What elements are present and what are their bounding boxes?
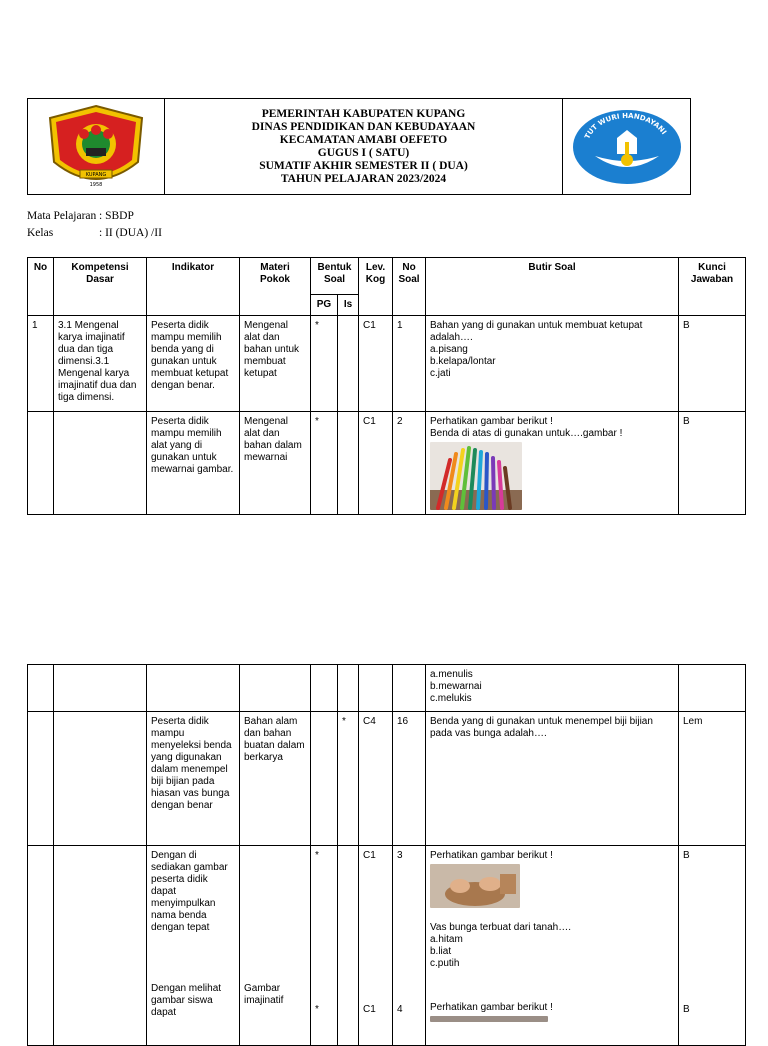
header-line-6: TAHUN PELAJARAN 2023/2024 xyxy=(280,172,447,185)
pg-b: * xyxy=(315,1004,319,1015)
header-box xyxy=(27,98,691,195)
materi-b: Gambar imajinatif xyxy=(244,983,284,1006)
nosoal-a: 3 xyxy=(397,850,403,861)
cell-nosoal: 2 xyxy=(393,412,426,515)
subject-line xyxy=(27,210,134,222)
header-lev-kog: Lev. Kog xyxy=(359,258,393,316)
cell-butir xyxy=(426,412,679,515)
cell-pg xyxy=(311,712,338,846)
cell-is: * xyxy=(338,712,359,846)
header-butir-soal: Butir Soal xyxy=(426,258,679,316)
header-materi-pokok: Materi Pokok xyxy=(240,258,311,316)
subject-value: : SBDP xyxy=(99,210,134,222)
header-kunci-jawaban: Kunci Jawaban xyxy=(679,258,746,316)
table-row xyxy=(28,316,746,412)
cell-materi: Bahan alam dan bahan buatan dalam berkarya xyxy=(240,712,311,846)
option-list xyxy=(430,344,674,380)
lev-b: C1 xyxy=(363,1004,376,1015)
cell-lev xyxy=(359,846,393,1046)
cell-is xyxy=(338,316,359,412)
cell-butir: Benda yang di gunakan untuk menempel biji bijian pada vas bunga adalah…. xyxy=(426,712,679,846)
header-bentuk-soal: Bentuk Soal xyxy=(311,258,359,295)
cell-kunci: B xyxy=(679,412,746,515)
pg-a: * xyxy=(315,850,319,861)
cell-indikator: Peserta didik mampu memilih alat yang di gunakan untuk mewarnai gambar. xyxy=(147,412,240,515)
cell-lev: C1 xyxy=(359,316,393,412)
cell-indikator xyxy=(147,846,240,1046)
table-row xyxy=(28,846,746,1046)
butir-a-2: Vas bunga terbuat dari tanah…. xyxy=(430,922,572,933)
class-label: Kelas xyxy=(27,227,54,239)
table-row xyxy=(28,412,746,515)
option-list xyxy=(430,934,674,970)
cell-nosoal: 1 xyxy=(393,316,426,412)
right-logo-text: TUT WURI HANDAYANI xyxy=(582,111,668,140)
kunci-b: B xyxy=(683,1004,690,1015)
option-a: a.pisang xyxy=(430,344,468,355)
cell-butir xyxy=(426,316,679,412)
cell-materi xyxy=(240,846,311,1046)
option-list xyxy=(426,665,679,712)
cell-pg: * xyxy=(311,316,338,412)
butir-a-1: Perhatikan gambar berikut ! xyxy=(430,850,553,861)
pottery-image-2 xyxy=(430,1016,548,1022)
cell-kd: 3.1 Mengenal karya imajinatif dua dan tiga dimensi.3.1 Mengenal karya imajinatif dua dan tiga dimensi. xyxy=(54,316,147,412)
cell-indikator: Peserta didik mampu menyeleksi benda yang digunakan dalam menempel biji bijian pada hiasan vas bunga dengan benar xyxy=(147,712,240,846)
cell-butir xyxy=(426,846,679,1046)
cell-nosoal xyxy=(393,846,426,1046)
header-line-2: DINAS PENDIDIKAN DAN KEBUDAYAAN xyxy=(251,120,476,133)
left-logo-cell xyxy=(28,99,165,194)
cell-is xyxy=(338,412,359,515)
cell-kunci: Lem xyxy=(679,712,746,846)
butir-text-1: Perhatikan gambar berikut ! xyxy=(430,416,553,427)
class-line xyxy=(27,227,162,239)
header-indikator: Indikator xyxy=(147,258,240,316)
option-c: c.putih xyxy=(430,958,460,969)
butir-b-1: Perhatikan gambar berikut ! xyxy=(430,1002,553,1013)
cell-lev: C4 xyxy=(359,712,393,846)
cell-materi: Mengenal alat dan bahan dalam mewarnai xyxy=(240,412,311,515)
header-line-1: PEMERINTAH KABUPATEN KUPANG xyxy=(261,107,466,120)
option-a: a.hitam xyxy=(430,934,463,945)
header-pg: PG xyxy=(311,295,338,316)
class-value: : II (DUA) /II xyxy=(99,227,162,239)
nosoal-b: 4 xyxy=(397,1004,403,1015)
option-b: b.mewarnai xyxy=(430,681,482,692)
left-logo-year: 1958 xyxy=(89,181,103,188)
indikator-b: Dengan melihat gambar siswa dapat xyxy=(151,983,222,1018)
butir-text-2: Benda di atas di gunakan untuk….gambar ! xyxy=(430,428,623,439)
question-grid-table-1 xyxy=(27,257,746,515)
header-line-5: SUMATIF AKHIR SEMESTER II ( DUA) xyxy=(259,159,468,172)
colored-pencils-image xyxy=(430,442,522,510)
left-logo-text: KUPANG xyxy=(85,171,107,178)
header-no-soal: No Soal xyxy=(393,258,426,316)
kupang-regency-logo-icon xyxy=(44,104,148,190)
cell-no xyxy=(28,412,54,515)
clay-pottery-image xyxy=(430,864,520,908)
kunci-a: B xyxy=(683,850,690,861)
cell-kunci: B xyxy=(679,316,746,412)
indikator-a: Dengan di sediakan gambar peserta didik dapat menyimpulkan nama benda dengan tepat xyxy=(151,850,228,933)
option-a: a.menulis xyxy=(430,669,473,680)
header-line-4: GUGUS I ( SATU) xyxy=(317,146,410,159)
cell-no: 1 xyxy=(28,316,54,412)
lev-a: C1 xyxy=(363,850,376,861)
cell-indikator: Peserta didik mampu memilih benda yang di gunakan untuk membuat ketupat dengan benar. xyxy=(147,316,240,412)
cell-nosoal: 16 xyxy=(393,712,426,846)
cell-kunci xyxy=(679,846,746,1046)
option-c: c.jati xyxy=(430,368,451,379)
option-c: c.melukis xyxy=(430,693,472,704)
header-kompetensi-dasar: Kompetensi Dasar xyxy=(54,258,147,316)
cell-kd xyxy=(54,412,147,515)
cell-lev: C1 xyxy=(359,412,393,515)
option-b: b.liat xyxy=(430,946,452,957)
subject-label: Mata Pelajaran xyxy=(27,210,97,222)
right-logo-cell xyxy=(562,99,690,194)
question-grid-table-2 xyxy=(27,664,746,1046)
tut-wuri-handayani-logo-icon xyxy=(571,108,683,186)
header-line-3: KECAMATAN AMABI OEFETO xyxy=(279,133,448,146)
header-is: Is xyxy=(338,295,359,316)
table-row xyxy=(28,665,746,712)
header-title-block xyxy=(165,99,562,194)
cell-pg: * xyxy=(311,412,338,515)
header-no: No xyxy=(28,258,54,316)
option-b: b.kelapa/lontar xyxy=(430,356,496,367)
cell-materi: Mengenal alat dan bahan untuk membuat ketupat xyxy=(240,316,311,412)
table-row xyxy=(28,712,746,846)
cell-pg xyxy=(311,846,338,1046)
butir-text: Bahan yang di gunakan untuk membuat ketupat adalah…. xyxy=(430,320,643,343)
